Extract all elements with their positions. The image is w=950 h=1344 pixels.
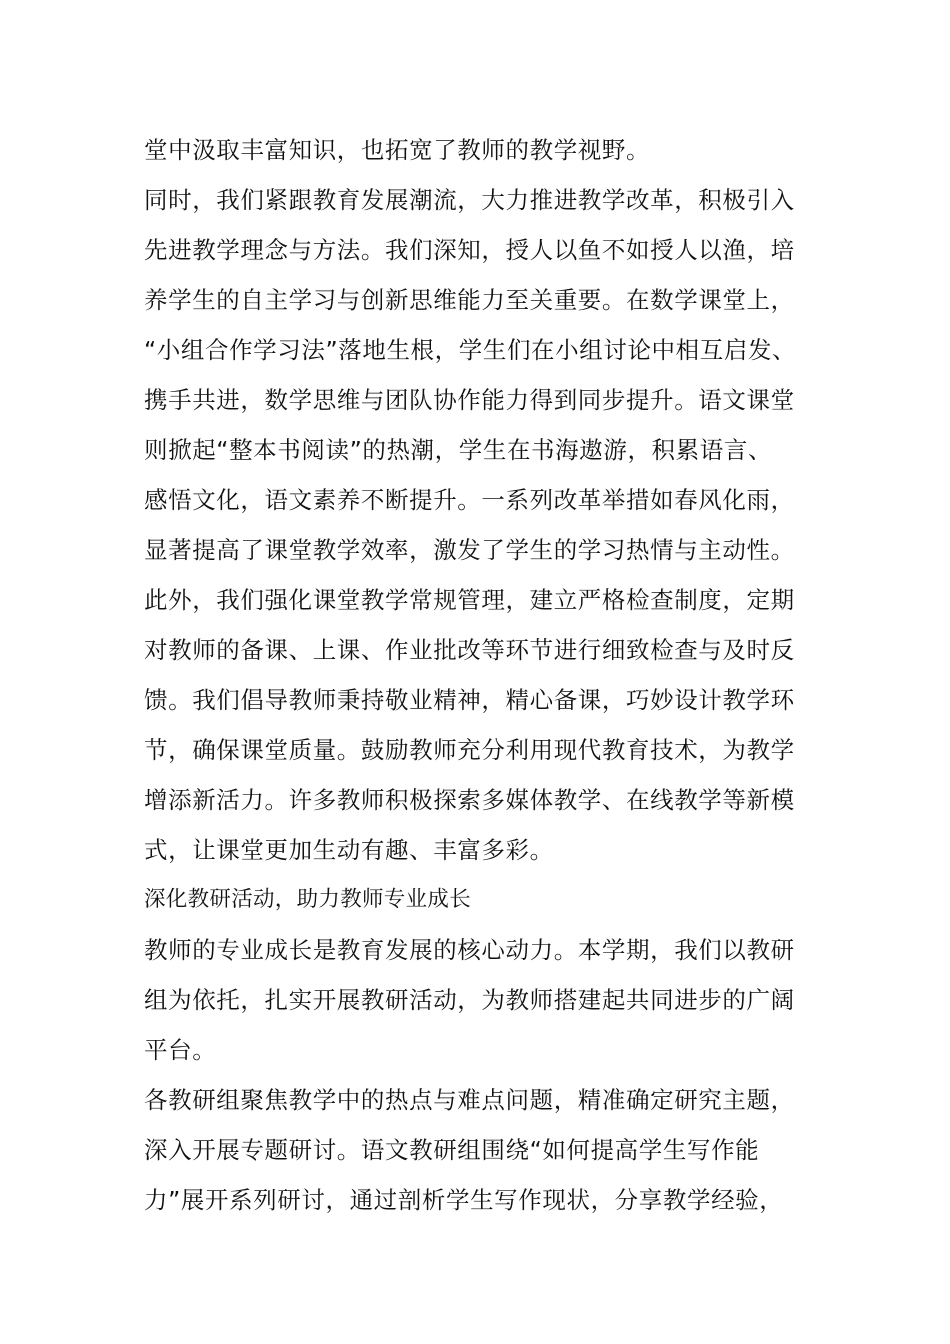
text-line: 先进教学理念与方法。我们深知，授人以鱼不如授人以渔，培	[144, 236, 795, 264]
text-line: 对教师的备课、上课、作业批改等环节进行细致检查与及时反	[144, 636, 795, 664]
text-line: 式，让课堂更加生动有趣、丰富多彩。	[144, 836, 554, 864]
text-line: 节，确保课堂质量。鼓励教师充分利用现代教育技术，为教学	[144, 736, 795, 764]
text-line: 平台。	[144, 1036, 217, 1064]
text-line: 深入开展专题研讨。语文教研组围绕“如何提高学生写作能	[144, 1136, 760, 1164]
text-line: 感悟文化，语文素养不断提升。一系列改革举措如春风化雨，	[144, 486, 795, 514]
text-line: 则掀起“整本书阅读”的热潮，学生在书海遨游，积累语言、	[144, 436, 773, 464]
text-line: 教师的专业成长是教育发展的核心动力。本学期，我们以教研	[144, 936, 795, 964]
text-line: “小组合作学习法”落地生根，学生们在小组讨论中相互启发、	[144, 336, 797, 364]
text-line: 显著提高了课堂教学效率，激发了学生的学习热情与主动性。	[144, 536, 795, 564]
text-line: 馈。我们倡导教师秉持敬业精神，精心备课，巧妙设计教学环	[144, 686, 795, 714]
text-line: 携手共进，数学思维与团队协作能力得到同步提升。语文课堂	[144, 386, 795, 414]
text-line: 堂中汲取丰富知识，也拓宽了教师的教学视野。	[144, 136, 651, 164]
text-line: 养学生的自主学习与创新思维能力至关重要。在数学课堂上，	[144, 286, 795, 314]
text-line: 力”展开系列研讨，通过剖析学生写作现状，分享教学经验，	[144, 1186, 784, 1214]
text-line: 增添新活力。许多教师积极探索多媒体教学、在线教学等新模	[144, 786, 795, 814]
text-line: 同时，我们紧跟教育发展潮流，大力推进教学改革，积极引入	[144, 186, 795, 214]
text-line: 此外，我们强化课堂教学常规管理，建立严格检查制度，定期	[144, 586, 795, 614]
text-line: 各教研组聚焦教学中的热点与难点问题，精准确定研究主题，	[144, 1086, 795, 1114]
section-heading: 深化教研活动，助力教师专业成长	[144, 887, 472, 912]
text-line: 组为依托，扎实开展教研活动，为教师搭建起共同进步的广阔	[144, 986, 795, 1014]
